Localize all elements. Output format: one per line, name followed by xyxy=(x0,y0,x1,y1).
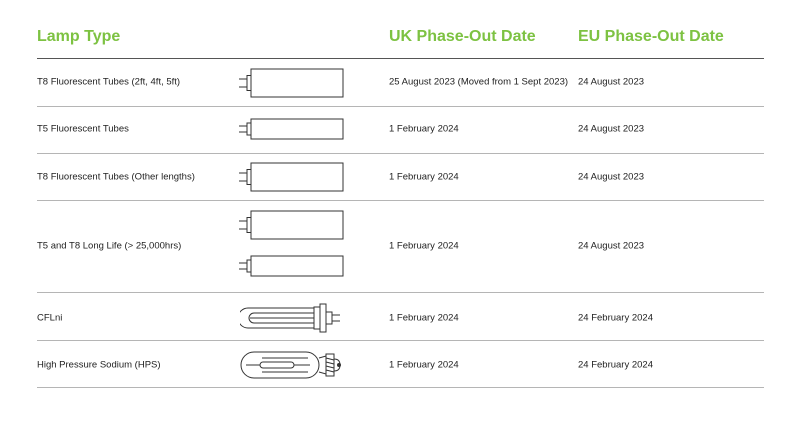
t5-tube-icon xyxy=(238,118,344,140)
t8-tube-icon xyxy=(238,68,344,98)
header-lamp-type: Lamp Type xyxy=(37,28,121,45)
uk-date: 1 February 2024 xyxy=(389,312,459,324)
eu-date: 24 August 2023 xyxy=(578,240,645,252)
uk-date: 1 February 2024 xyxy=(389,171,459,183)
lamp-name: T5 Fluorescent Tubes xyxy=(37,123,129,135)
eu-date: 24 February 2024 xyxy=(578,359,653,371)
hps-bulb-icon xyxy=(240,349,344,381)
row-divider xyxy=(37,106,764,107)
row-divider xyxy=(37,200,764,201)
row-divider xyxy=(37,340,764,341)
row-divider xyxy=(37,153,764,154)
lamp-name: CFLni xyxy=(37,312,63,324)
header-eu-phase-out-date: EU Phase-Out Date xyxy=(578,28,724,45)
header-uk-phase-out-date: UK Phase-Out Date xyxy=(389,28,536,45)
uk-date: 1 February 2024 xyxy=(389,240,459,252)
eu-date: 24 August 2023 xyxy=(578,171,645,183)
eu-date: 24 August 2023 xyxy=(578,76,645,88)
header-rule xyxy=(37,58,764,59)
uk-date: 25 August 2023 (Moved from 1 Sept 2023) xyxy=(389,76,569,88)
uk-date: 1 February 2024 xyxy=(389,123,459,135)
row-divider xyxy=(37,387,764,388)
lamp-name: T5 and T8 Long Life (> 25,000hrs) xyxy=(37,240,182,252)
eu-date: 24 August 2023 xyxy=(578,123,645,135)
cfl-lamp-icon xyxy=(240,303,344,333)
lamp-name: T8 Fluorescent Tubes (Other lengths) xyxy=(37,171,195,183)
lamp-name: High Pressure Sodium (HPS) xyxy=(37,359,161,371)
row-divider xyxy=(37,292,764,293)
t8-tube-icon xyxy=(238,162,344,192)
t8-and-t5-tube-icon xyxy=(238,210,344,278)
uk-date: 1 February 2024 xyxy=(389,359,459,371)
lamp-name: T8 Fluorescent Tubes (2ft, 4ft, 5ft) xyxy=(37,76,181,88)
eu-date: 24 February 2024 xyxy=(578,312,653,324)
